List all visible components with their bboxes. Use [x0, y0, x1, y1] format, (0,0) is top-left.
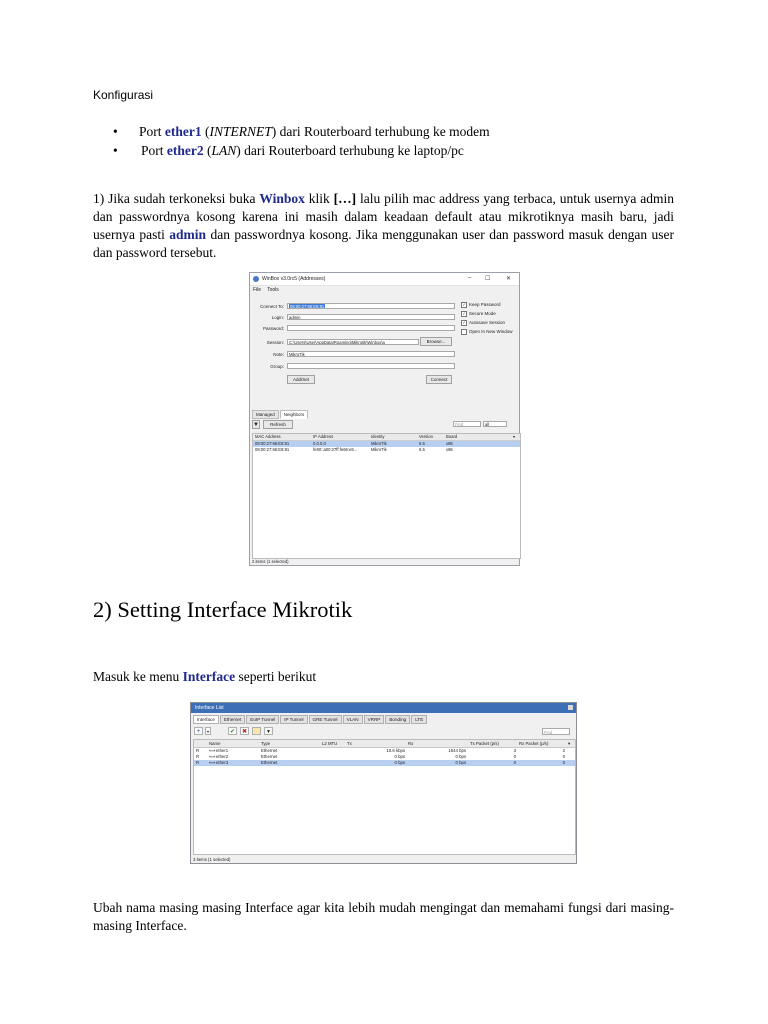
table-row[interactable]: [194, 760, 575, 766]
paragraph-text: seperti berikut: [235, 669, 317, 684]
version-cell: 6.5: [419, 447, 425, 452]
tab-eoip-tunnel[interactable]: EoIP Tunnel: [246, 715, 279, 724]
identity-cell: MikroTik: [371, 441, 387, 446]
interface-keyword: Interface: [182, 669, 236, 684]
secure-mode-checkbox[interactable]: [461, 311, 496, 317]
tx-packet-cell: 0: [513, 754, 516, 759]
chevron-down-icon[interactable]: ▾: [206, 729, 209, 734]
connect-value: 08:00:27:66:E8:81: [290, 304, 325, 309]
col-board[interactable]: Board: [446, 434, 458, 439]
checkbox-box: ✓: [462, 311, 466, 316]
interface-list-screenshot: [190, 702, 577, 864]
table-header: [194, 740, 575, 748]
neighbors-table: [252, 433, 521, 559]
open-new-window-checkbox[interactable]: [461, 329, 513, 335]
interface-tabs: [193, 715, 428, 724]
version-cell: 6.5: [419, 441, 425, 446]
identity-cell: MikroTik: [371, 447, 387, 452]
tab-lte[interactable]: LTE: [411, 715, 427, 724]
mac-cell: 08:00:27:66:E8:81: [255, 441, 290, 446]
connect-button[interactable]: Connect: [426, 375, 452, 384]
col-rx-packet[interactable]: Rx Packet (p/s): [519, 741, 549, 746]
checkbox-box: ✓: [462, 320, 466, 325]
winbox-icon: [253, 276, 259, 282]
paragraph-text: klik: [304, 191, 334, 206]
tx-packet-cell: 3: [513, 748, 516, 753]
add-icon[interactable]: +: [194, 727, 203, 735]
checkbox-label: Secure Mode: [469, 311, 496, 317]
paragraph-text: lalu pilih mac address yang terbaca, untuk usernya admin dan passwordnya kosong karena ini masih dalam keadaan default atau mikrotiknya masih baru, jadi usernya pasti: [93, 191, 674, 242]
checkbox-label: Autosave Session: [469, 320, 506, 326]
menu-file[interactable]: File: [253, 287, 262, 293]
note-label: Note:: [273, 352, 284, 357]
disable-icon[interactable]: ✖: [241, 729, 248, 735]
autosave-session-checkbox[interactable]: [461, 320, 505, 326]
group-label: Group:: [270, 364, 284, 369]
winbox-titlebar: [250, 273, 519, 286]
interface-title: Interface List: [195, 705, 224, 711]
chevron-down-icon[interactable]: ▾: [513, 434, 516, 439]
checkbox-box: [461, 329, 467, 335]
menu-tools[interactable]: Tools: [267, 287, 279, 293]
maximize-icon[interactable]: ☐: [485, 276, 491, 282]
port-role: INTERNET: [209, 124, 272, 139]
col-tx-packet[interactable]: Tx Packet (p/s): [470, 741, 499, 746]
table-header: [253, 434, 520, 441]
checkbox-label: Keep Password: [469, 302, 501, 308]
bullet-text: Port: [139, 124, 165, 139]
bullet-text: ) dari Routerboard terhubung ke laptop/pc: [236, 143, 464, 158]
tab-neighbors[interactable]: Neighbors: [280, 410, 309, 419]
col-name[interactable]: Name: [209, 741, 221, 746]
col-tx[interactable]: Tx: [347, 741, 352, 746]
connect-label: Connect To:: [260, 304, 284, 309]
bullet-text: (: [201, 124, 210, 139]
flag-cell: R: [196, 760, 200, 765]
ellipsis-keyword: […]: [333, 191, 357, 206]
add-set-button[interactable]: Add/Set: [287, 375, 315, 384]
chevron-down-icon[interactable]: ▾: [568, 741, 571, 746]
paragraph-text: 1) Jika sudah terkoneksi buka: [93, 191, 260, 206]
keep-password-checkbox[interactable]: [461, 302, 501, 308]
port-name: ether1: [164, 124, 202, 139]
interface-icon: ⟺: [209, 760, 216, 765]
status-bar: 2 items (1 selected): [252, 559, 289, 564]
bullet-text: ) dari Routerboard terhubung ke modem: [271, 124, 490, 139]
winbox-keyword: Winbox: [259, 191, 305, 206]
close-icon[interactable]: ✕: [506, 276, 512, 282]
rx-cell: 0 bps: [455, 754, 466, 759]
col-version[interactable]: Version: [419, 434, 433, 439]
tx-cell: 10.6 kbps: [386, 748, 405, 753]
tx-cell: 0 bps: [394, 760, 405, 765]
comment-icon[interactable]: [252, 727, 261, 735]
type-cell: Ethernet: [261, 748, 278, 753]
table-row[interactable]: [253, 447, 520, 453]
browse-button[interactable]: Browse...: [420, 337, 452, 346]
tx-cell: 0 bps: [394, 754, 405, 759]
close-icon[interactable]: [568, 705, 573, 710]
find-input[interactable]: Find: [453, 421, 481, 427]
bullet-text: Port: [141, 143, 167, 158]
port-role: LAN: [211, 143, 237, 158]
login-input[interactable]: admin: [287, 314, 455, 320]
filter-select[interactable]: all: [483, 421, 507, 427]
ip-cell: fe80::a00:27ff:fe66:e8...: [313, 447, 358, 452]
section-heading: Konfigurasi: [93, 88, 154, 102]
password-input[interactable]: [287, 325, 455, 331]
bullet-text: (: [203, 143, 212, 158]
interface-table: [193, 739, 576, 855]
tab-ip-tunnel[interactable]: IP Tunnel: [280, 715, 307, 724]
col-mac[interactable]: MAC Address: [255, 434, 281, 439]
paragraph-interface: [93, 668, 674, 686]
rx-cell: 0 bps: [455, 760, 466, 765]
tab-interface[interactable]: Interface: [193, 715, 219, 724]
status-bar: 3 items (1 selected): [193, 857, 231, 862]
bullet-icon: •: [113, 143, 118, 158]
password-label: Password:: [262, 326, 284, 331]
group-select[interactable]: [287, 363, 455, 369]
port-name: ether2: [166, 143, 204, 158]
enable-icon[interactable]: ✔: [229, 729, 236, 735]
paragraph-rename: Ubah nama masing masing Interface agar kita lebih mudah mengingat dan memahami fungsi dari masing-masing Interface.: [93, 900, 674, 933]
col-ip[interactable]: IP Address: [313, 434, 334, 439]
flag-cell: R: [196, 754, 200, 759]
tab-ethernet[interactable]: Ethernet: [220, 715, 245, 724]
col-type[interactable]: Type: [261, 741, 271, 746]
col-l2mtu[interactable]: L2 MTU: [322, 741, 338, 746]
board-cell: x86: [446, 447, 453, 452]
tab-bonding[interactable]: Bonding: [385, 715, 410, 724]
type-cell: Ethernet: [261, 760, 278, 765]
ip-cell: 0.0.0.0: [313, 441, 326, 446]
tab-vlan[interactable]: VLAN: [343, 715, 363, 724]
connect-input[interactable]: [287, 303, 455, 309]
mac-cell: 08:00:27:66:E8:81: [255, 447, 290, 452]
find-input[interactable]: Find: [542, 728, 570, 735]
tab-managed[interactable]: Managed: [252, 410, 279, 419]
session-input[interactable]: C:\Users\User\AppData\Roaming\Mikrotik\Winbox\a: [287, 339, 419, 345]
rx-packet-cell: 2: [562, 748, 565, 753]
page-title: 2) Setting Interface Mikrotik: [93, 597, 353, 622]
winbox-title: WinBox v3.0rc5 (Addresses): [262, 276, 326, 282]
minimize-icon[interactable]: –: [468, 275, 472, 281]
checkbox-label: Open In New Window: [469, 329, 513, 335]
rx-packet-cell: 0: [562, 754, 565, 759]
admin-keyword: admin: [169, 227, 207, 242]
flag-cell: R: [196, 748, 200, 753]
session-label: Session:: [266, 340, 284, 345]
note-input[interactable]: MikroTik: [287, 351, 455, 357]
rx-packet-cell: 0: [562, 760, 565, 765]
interface-icon: ⟺: [209, 748, 216, 753]
tx-packet-cell: 0: [513, 760, 516, 765]
col-rx[interactable]: Rx: [408, 741, 414, 746]
paragraph-text: dan passwordnya kosong. Jika menggunakan user dan password masuk dengan user dan password tersebut.: [93, 227, 675, 260]
paragraph-text: Masuk ke menu: [93, 669, 183, 684]
board-cell: x86: [446, 441, 453, 446]
name-cell: ether2: [216, 754, 229, 759]
name-cell: ether3: [216, 760, 229, 765]
winbox-screenshot: [249, 272, 520, 566]
name-cell: ether1: [216, 748, 229, 753]
tab-vrrp[interactable]: VRRP: [364, 715, 385, 724]
col-identity[interactable]: Identity: [371, 434, 385, 439]
winbox-tabs: [252, 410, 309, 419]
type-cell: Ethernet: [261, 754, 278, 759]
checkbox-box: ✓: [462, 302, 466, 307]
paragraph-winbox: [93, 190, 674, 262]
filter-icon[interactable]: ▼: [264, 727, 273, 735]
interface-titlebar: [191, 703, 576, 713]
refresh-button[interactable]: Refresh: [263, 420, 293, 429]
interface-icon: ⟺: [209, 754, 216, 759]
tab-gre-tunnel[interactable]: GRE Tunnel: [309, 715, 342, 724]
winbox-menu: [253, 287, 285, 293]
filter-icon[interactable]: ▼: [253, 422, 259, 428]
bullet-icon: •: [113, 124, 118, 139]
rx-cell: 1544 bps: [448, 748, 466, 753]
login-label: Login:: [271, 315, 284, 320]
